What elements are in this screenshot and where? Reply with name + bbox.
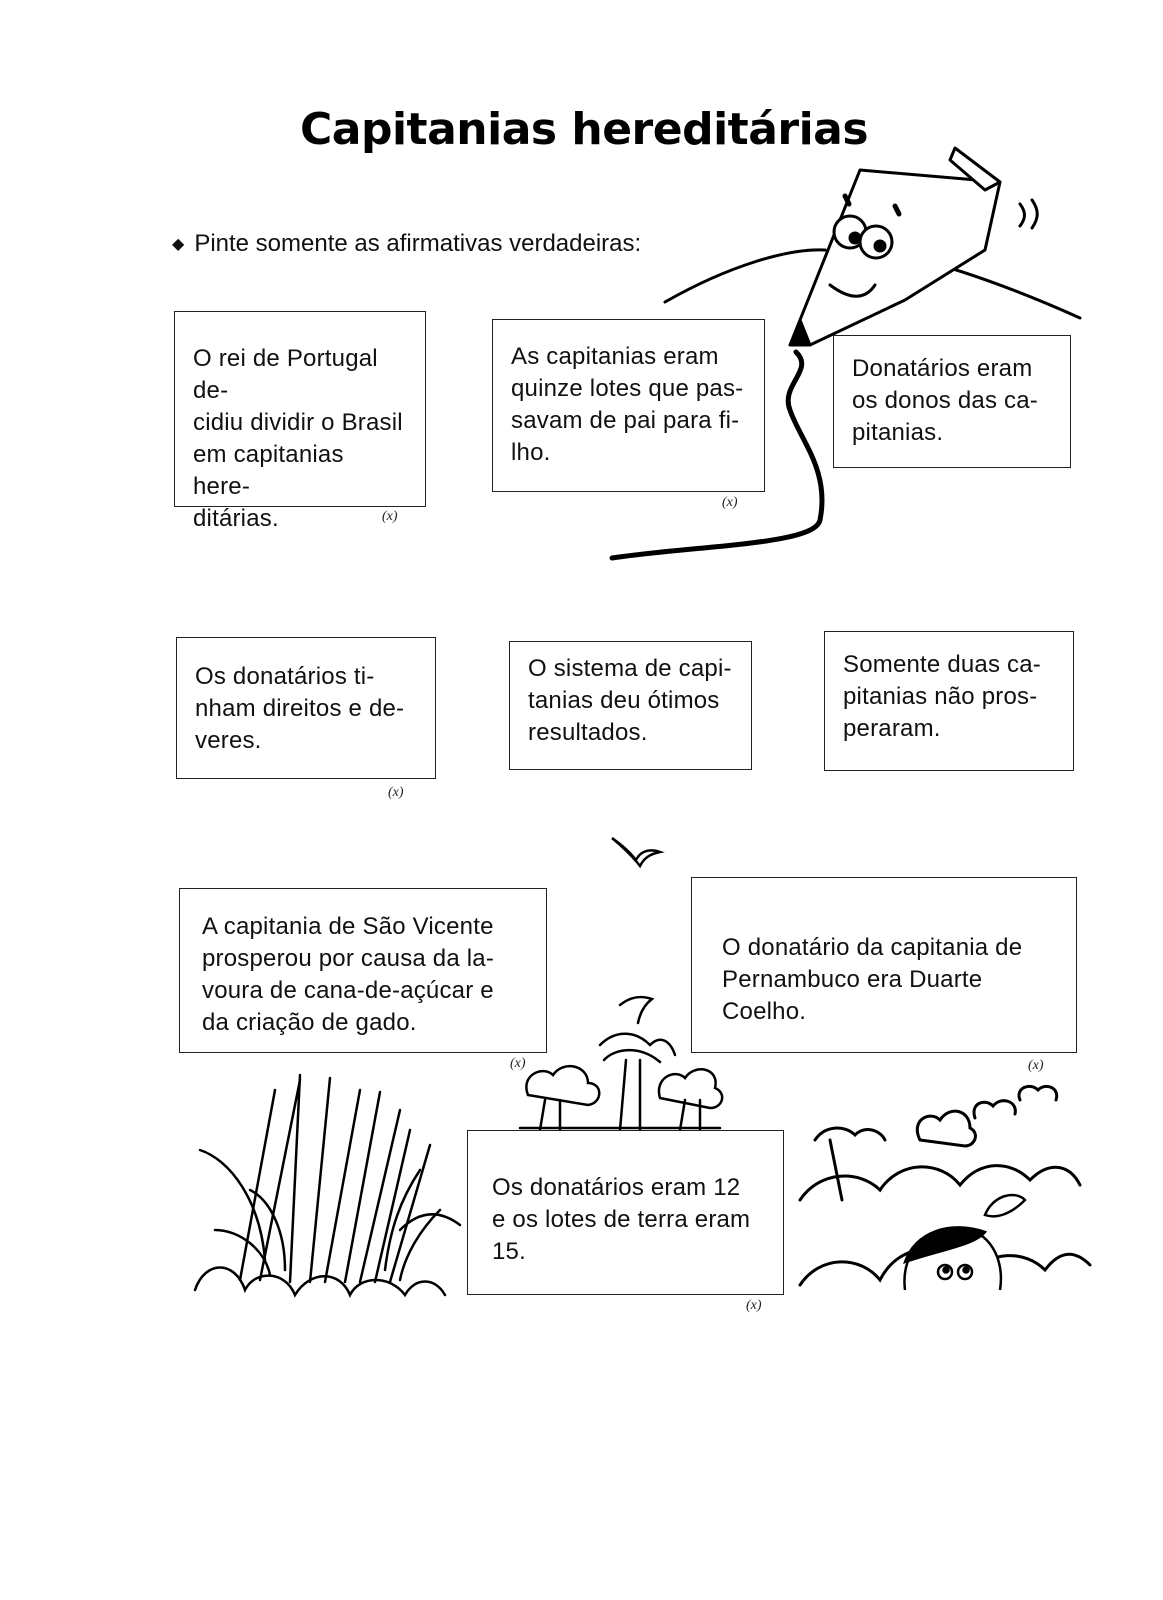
statement-text: Os donatários eram 12 e os lotes de terra eram 15. [492, 1174, 751, 1265]
answer-mark: (x) [510, 1056, 526, 1071]
statement-text: O donatário da capitania de Pernambuco era Duarte Coelho. [722, 934, 1023, 1025]
sugarcane-icon [195, 1075, 460, 1295]
answer-mark: (x) [1028, 1058, 1044, 1073]
page-title: Capitanias hereditárias [300, 104, 869, 155]
statement-box-2[interactable] [492, 319, 765, 492]
statement-text: O sistema de capi- tanias deu ótimos resultados. [528, 655, 732, 746]
statement-box-7[interactable] [179, 888, 547, 1053]
bird-icon [612, 838, 660, 866]
diamond-bullet-icon: ◆ [172, 236, 185, 253]
statement-box-4[interactable] [176, 637, 436, 779]
answer-mark: (x) [382, 509, 398, 524]
statement-box-5[interactable] [509, 641, 752, 770]
statement-text: O rei de Portugal de- cidiu dividir o Brasil em capitanias here- ditárias. [193, 345, 403, 532]
statement-text: Somente duas ca- pitanias não pros- peraram. [843, 651, 1041, 742]
statement-text: Os donatários ti- nham direitos e de- veres. [195, 663, 405, 754]
statement-box-6[interactable] [824, 631, 1074, 771]
statement-box-3[interactable] [833, 335, 1071, 468]
statement-text: Donatários eram os donos das ca- pitanias. [852, 355, 1038, 446]
answer-mark: (x) [722, 495, 738, 510]
child-face-icon [904, 1195, 1025, 1290]
statement-text: A capitania de São Vicente prosperou por causa da la- voura de cana-de-açúcar e da criação de gado. [202, 913, 495, 1036]
statement-box-9[interactable] [467, 1130, 784, 1295]
answer-mark: (x) [746, 1298, 762, 1313]
instruction-text: Pinte somente as afirmativas verdadeiras: [194, 230, 642, 257]
statement-box-1[interactable] [174, 311, 426, 532]
statement-text: As capitanias eram quinze lotes que pas- savam de pai para fi- lho. [511, 343, 744, 466]
answer-mark: (x) [388, 785, 404, 800]
statement-box-8[interactable] [691, 877, 1077, 1053]
